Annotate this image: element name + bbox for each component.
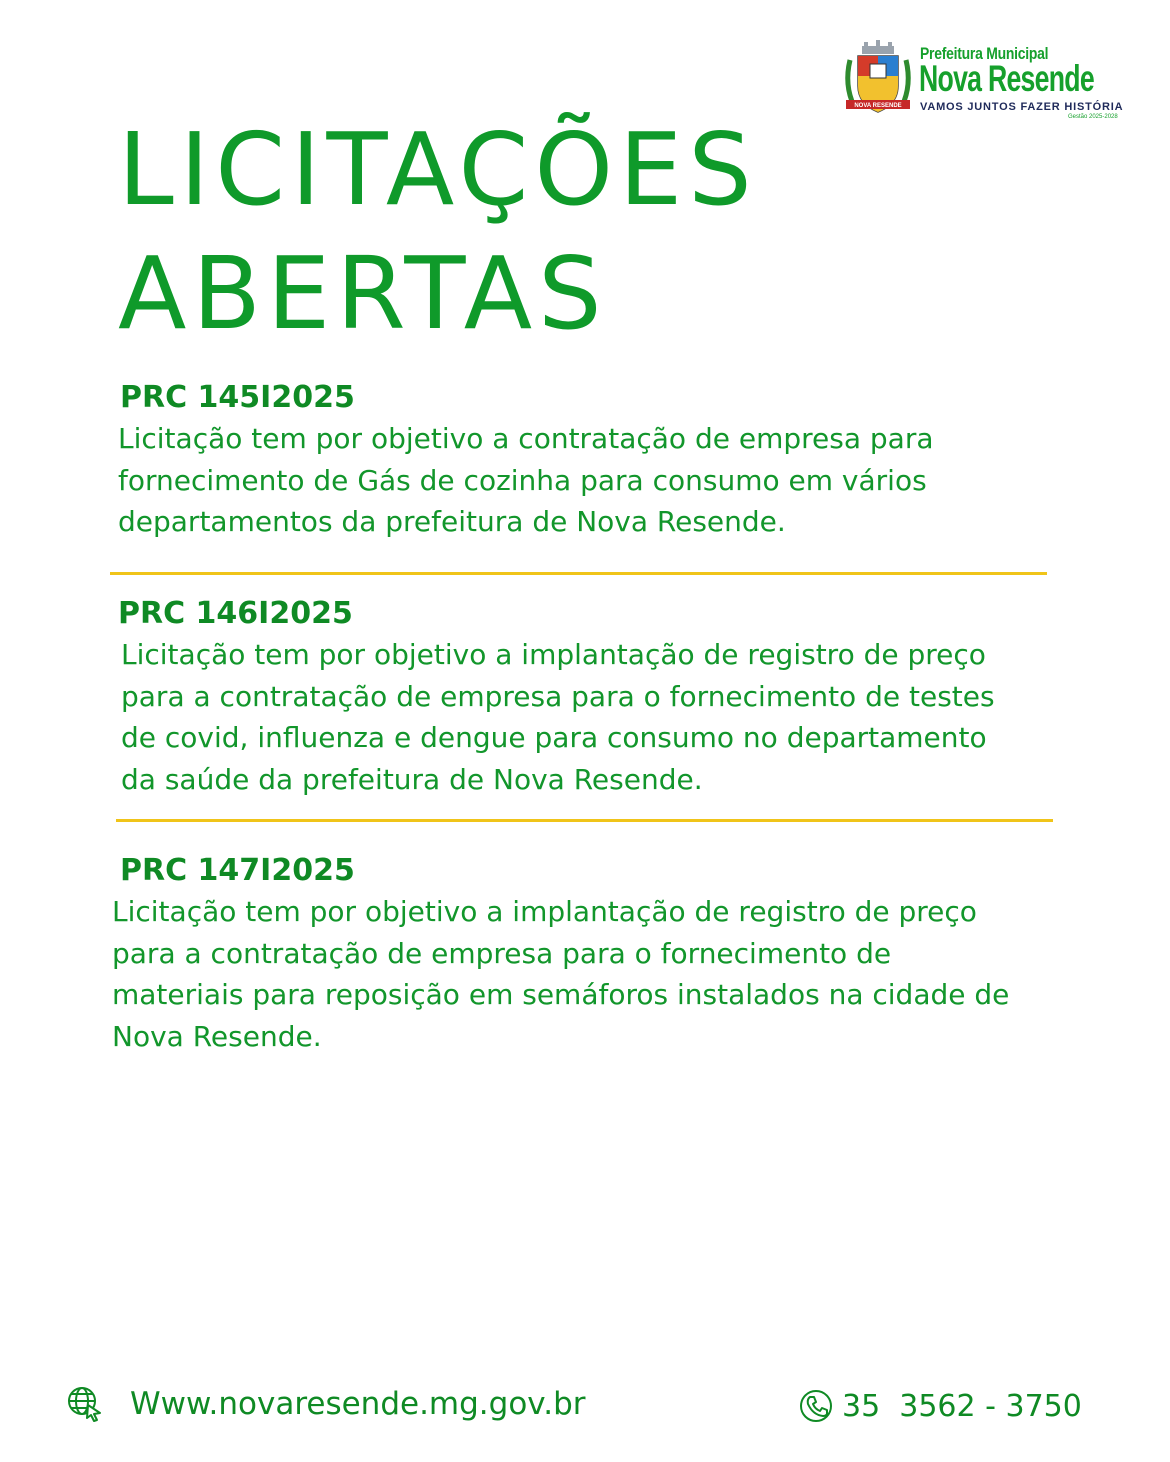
phone-number[interactable]: 35 3562 - 3750 (842, 1388, 1082, 1424)
page-title (118, 108, 758, 356)
crest-ribbon-text: NOVA RESENDE (854, 103, 902, 109)
description-line: para a contratação de empresa para o fornecimento de (112, 936, 892, 970)
logo-line-nova-resende: Nova Resende (919, 58, 1094, 99)
globe-cursor-icon (66, 1385, 104, 1423)
licitacao-code: PRC 147I2025 (120, 853, 355, 888)
prefeitura-logo (840, 40, 1125, 125)
description-line: Licitação tem por objetivo a contratação de empresa para (118, 422, 934, 455)
description-line: Licitação tem por objetivo a implantação de registro de preço (121, 638, 986, 671)
description-line: da saúde da prefeitura de Nova Resende. (121, 762, 703, 796)
description-line: materiais para reposição em semáforos instalados na cidade de (112, 978, 1010, 1011)
logo-line-prefeitura: Prefeitura Municipal (920, 44, 1049, 63)
page-title-line-2: ABERTAS (118, 235, 608, 352)
logo-term: Gestão 2025-2028 (1068, 114, 1118, 120)
licitacao-code: PRC 145I2025 (120, 380, 355, 415)
description-line: para a contratação de empresa para o fornecimento de testes (121, 679, 995, 713)
phone-contact[interactable] (798, 1384, 1082, 1428)
licitacao-item-145 (120, 380, 934, 543)
description-line: departamentos da prefeitura de Nova Resende. (118, 505, 786, 538)
logo-slogan: VAMOS JUNTOS FAZER HISTÓRIA (920, 101, 1124, 113)
municipal-crest-icon (840, 40, 916, 122)
description-line: de covid, influenza e dengue para consumo no departamento (121, 721, 987, 754)
divider-2 (116, 819, 1053, 822)
description-line: Nova Resende. (112, 1019, 322, 1053)
description-line: Licitação tem por objetivo a implantação de registro de preço (112, 895, 977, 928)
website-url[interactable]: Www.novaresende.mg.gov.br (130, 1386, 586, 1422)
licitacao-code: PRC 146I2025 (118, 596, 353, 631)
licitacao-description (121, 634, 995, 800)
licitacao-item-146 (118, 596, 995, 800)
licitacao-item-147 (112, 853, 1010, 1057)
page-title-line-1: LICITAÇÕES (118, 111, 758, 228)
website-link[interactable] (66, 1382, 586, 1426)
phone-icon (798, 1388, 834, 1424)
divider-1 (110, 572, 1047, 575)
licitacao-description (118, 418, 934, 543)
licitacao-description (112, 891, 1009, 1057)
description-line: fornecimento de Gás de cozinha para consumo em vários (118, 463, 927, 497)
